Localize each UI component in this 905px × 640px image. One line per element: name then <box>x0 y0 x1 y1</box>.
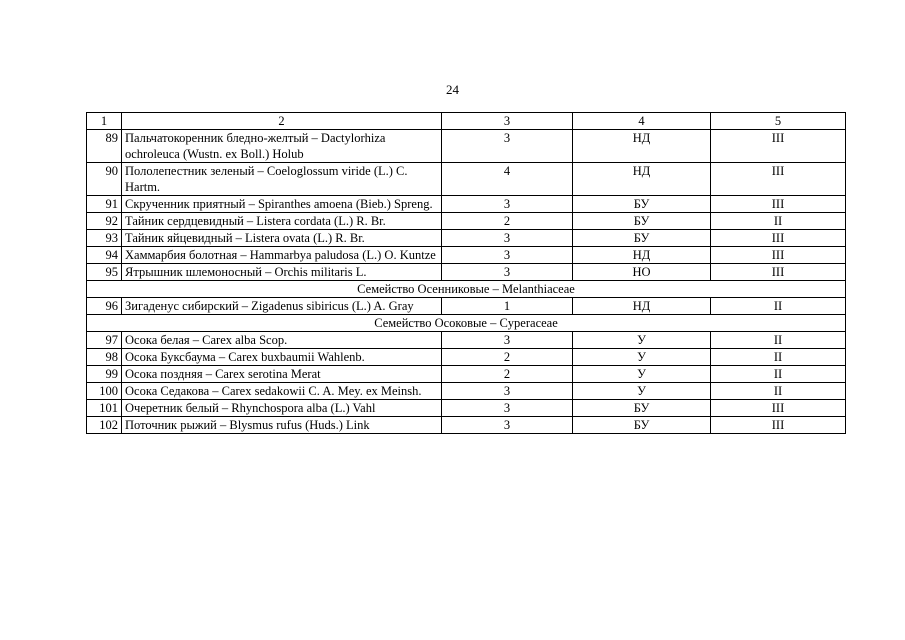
table-row <box>87 383 846 400</box>
table-row <box>87 264 846 281</box>
species-number-cell: 101 <box>87 400 122 417</box>
species-number-cell: 95 <box>87 264 122 281</box>
column-5-cell: III <box>711 230 846 247</box>
family-heading: Семейство Осоковые – Cyperaceae <box>87 315 846 332</box>
species-name-cell: Осока белая – Carex alba Scop. <box>122 332 442 349</box>
species-number-cell: 100 <box>87 383 122 400</box>
column-4-cell: НО <box>573 264 711 281</box>
species-table <box>86 112 846 434</box>
column-4-cell: БУ <box>573 230 711 247</box>
column-4-cell: БУ <box>573 400 711 417</box>
column-3-cell: 3 <box>442 130 573 163</box>
table-body <box>87 113 846 434</box>
species-number-cell: 89 <box>87 130 122 163</box>
column-4-cell: НД <box>573 298 711 315</box>
table-row <box>87 349 846 366</box>
column-4-cell: БУ <box>573 196 711 213</box>
table-row <box>87 366 846 383</box>
species-name-cell: Пололепестник зеленый – Coeloglossum viride (L.) C. Hartm. <box>122 163 442 196</box>
column-3-cell: 2 <box>442 213 573 230</box>
column-3-cell: 3 <box>442 332 573 349</box>
table-row <box>87 230 846 247</box>
species-number-cell: 99 <box>87 366 122 383</box>
column-3-cell: 3 <box>442 264 573 281</box>
column-4-cell: БУ <box>573 213 711 230</box>
species-name-cell: Хаммарбия болотная – Hammarbya paludosa (L.) O. Kuntze <box>122 247 442 264</box>
table-row <box>87 298 846 315</box>
table-header-row <box>87 113 846 130</box>
column-5-cell: II <box>711 298 846 315</box>
species-name-cell: Пальчатокоренник бледно-желтый – Dactylorhiza ochroleuca (Wustn. ex Boll.) Holub <box>122 130 442 163</box>
column-4-cell: У <box>573 383 711 400</box>
species-number-cell: 92 <box>87 213 122 230</box>
family-heading-row <box>87 315 846 332</box>
column-4-cell: У <box>573 349 711 366</box>
species-name-cell: Тайник яйцевидный – Listera ovata (L.) R. Br. <box>122 230 442 247</box>
column-3-cell: 1 <box>442 298 573 315</box>
species-number-cell: 91 <box>87 196 122 213</box>
table-row <box>87 332 846 349</box>
header-cell-4: 4 <box>573 113 711 130</box>
table-row <box>87 130 846 163</box>
column-5-cell: II <box>711 213 846 230</box>
species-name-cell: Осока Буксбаума – Carex buxbaumii Wahlenb. <box>122 349 442 366</box>
header-cell-1: 1 <box>87 113 122 130</box>
column-3-cell: 3 <box>442 247 573 264</box>
column-5-cell: II <box>711 366 846 383</box>
column-4-cell: У <box>573 332 711 349</box>
species-name-cell: Тайник сердцевидный – Listera cordata (L.) R. Br. <box>122 213 442 230</box>
column-4-cell: НД <box>573 130 711 163</box>
column-4-cell: БУ <box>573 417 711 434</box>
family-heading-row <box>87 281 846 298</box>
header-cell-3: 3 <box>442 113 573 130</box>
column-4-cell: НД <box>573 247 711 264</box>
column-5-cell: III <box>711 196 846 213</box>
column-3-cell: 3 <box>442 417 573 434</box>
table-row <box>87 247 846 264</box>
species-name-cell: Ятрышник шлемоносный – Orchis militaris L. <box>122 264 442 281</box>
header-cell-2: 2 <box>122 113 442 130</box>
column-5-cell: III <box>711 247 846 264</box>
species-name-cell: Поточник рыжий – Blysmus rufus (Huds.) Link <box>122 417 442 434</box>
table-row <box>87 213 846 230</box>
column-5-cell: III <box>711 264 846 281</box>
species-name-cell: Скрученник приятный – Spiranthes amoena (Bieb.) Spreng. <box>122 196 442 213</box>
column-5-cell: III <box>711 400 846 417</box>
column-3-cell: 2 <box>442 366 573 383</box>
species-number-cell: 98 <box>87 349 122 366</box>
column-5-cell: II <box>711 332 846 349</box>
column-5-cell: III <box>711 130 846 163</box>
column-3-cell: 3 <box>442 383 573 400</box>
species-number-cell: 96 <box>87 298 122 315</box>
species-number-cell: 102 <box>87 417 122 434</box>
column-5-cell: III <box>711 417 846 434</box>
column-4-cell: У <box>573 366 711 383</box>
species-number-cell: 90 <box>87 163 122 196</box>
species-number-cell: 93 <box>87 230 122 247</box>
column-5-cell: III <box>711 163 846 196</box>
species-number-cell: 97 <box>87 332 122 349</box>
column-3-cell: 2 <box>442 349 573 366</box>
species-name-cell: Осока Седакова – Carex sedakowii C. A. Mey. ex Meinsh. <box>122 383 442 400</box>
column-4-cell: НД <box>573 163 711 196</box>
table-row <box>87 400 846 417</box>
page-number: 24 <box>446 82 459 97</box>
column-3-cell: 3 <box>442 230 573 247</box>
column-3-cell: 4 <box>442 163 573 196</box>
species-name-cell: Очеретник белый – Rhynchospora alba (L.) Vahl <box>122 400 442 417</box>
species-number-cell: 94 <box>87 247 122 264</box>
table-row <box>87 163 846 196</box>
column-5-cell: II <box>711 349 846 366</box>
table-row <box>87 196 846 213</box>
table-row <box>87 417 846 434</box>
column-3-cell: 3 <box>442 196 573 213</box>
column-3-cell: 3 <box>442 400 573 417</box>
family-heading: Семейство Осенниковые – Melanthiaceae <box>87 281 846 298</box>
species-name-cell: Зигаденус сибирский – Zigadenus sibiricus (L.) A. Gray <box>122 298 442 315</box>
column-5-cell: II <box>711 383 846 400</box>
header-cell-5: 5 <box>711 113 846 130</box>
species-name-cell: Осока поздняя – Carex serotina Merat <box>122 366 442 383</box>
